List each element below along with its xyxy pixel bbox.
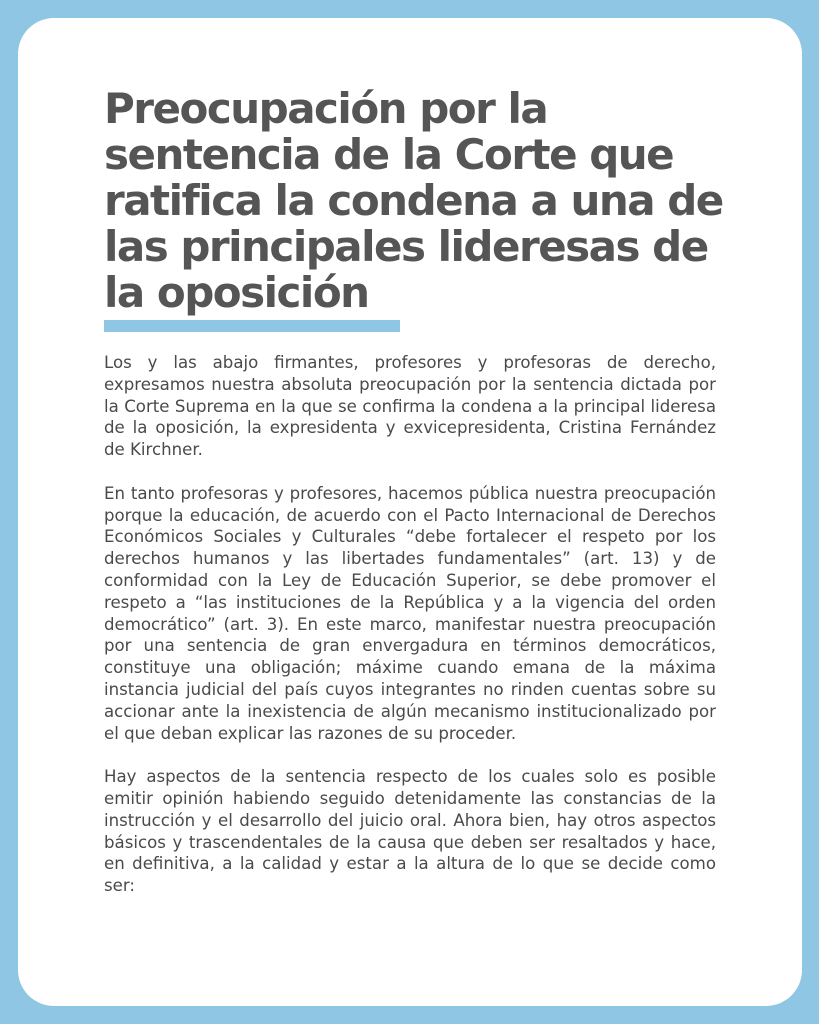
paragraph-3: Hay aspectos de la sentencia respecto de los cuales solo es posible emitir opinión habiendo seguido detenidamente las constancias de la instrucción y el desarrollo del juicio oral. Ahora bien, hay otros aspectos básicos y trascendentales de la causa que deben ser resaltados y hace, en definitiva, a la calidad y estar a la altura de lo que se decide como ser: [104, 767, 716, 896]
document-card [18, 18, 802, 1006]
paragraph-2: En tanto profesoras y profesores, hacemos pública nuestra preocupación porque la educación, de acuerdo con el Pacto Internacional de Derechos Económicos Sociales y Culturales “debe fortalecer el respeto por los derechos humanos y las libertades fundamentales” (art. 13) y de conformidad con la Ley de Educación Superior, se debe promover el respeto a “las instituciones de la República y a la vigencia del orden democrático” (art. 3). En este marco, manifestar nuestra preocupación por una sentencia de gran envergadura en términos democráticos, constituye una obligación; máxime cuando emana de la máxima instancia judicial del país cuyos integrantes no rinden cuentas sobre su accionar ante la inexistencia de algún mecanismo institucionalizado por el que deban explicar las razones de su proceder. [104, 483, 716, 743]
title-underline-rule [104, 320, 400, 332]
page-title: Preocupación por la sentencia de la Corte que ratifica la condena a una de las principales lideresas de la oposición [104, 84, 723, 317]
paragraph-1: Los y las abajo firmantes, profesores y profesoras de derecho, expresamos nuestra absoluta preocupación por la sentencia dictada por la Corte Suprema en la que se confirma la condena a la principal lideresa de la oposición, la expresidenta y exvicepresidenta, Cristina Fernández de Kirchner. [104, 353, 716, 460]
document-body [104, 352, 716, 919]
